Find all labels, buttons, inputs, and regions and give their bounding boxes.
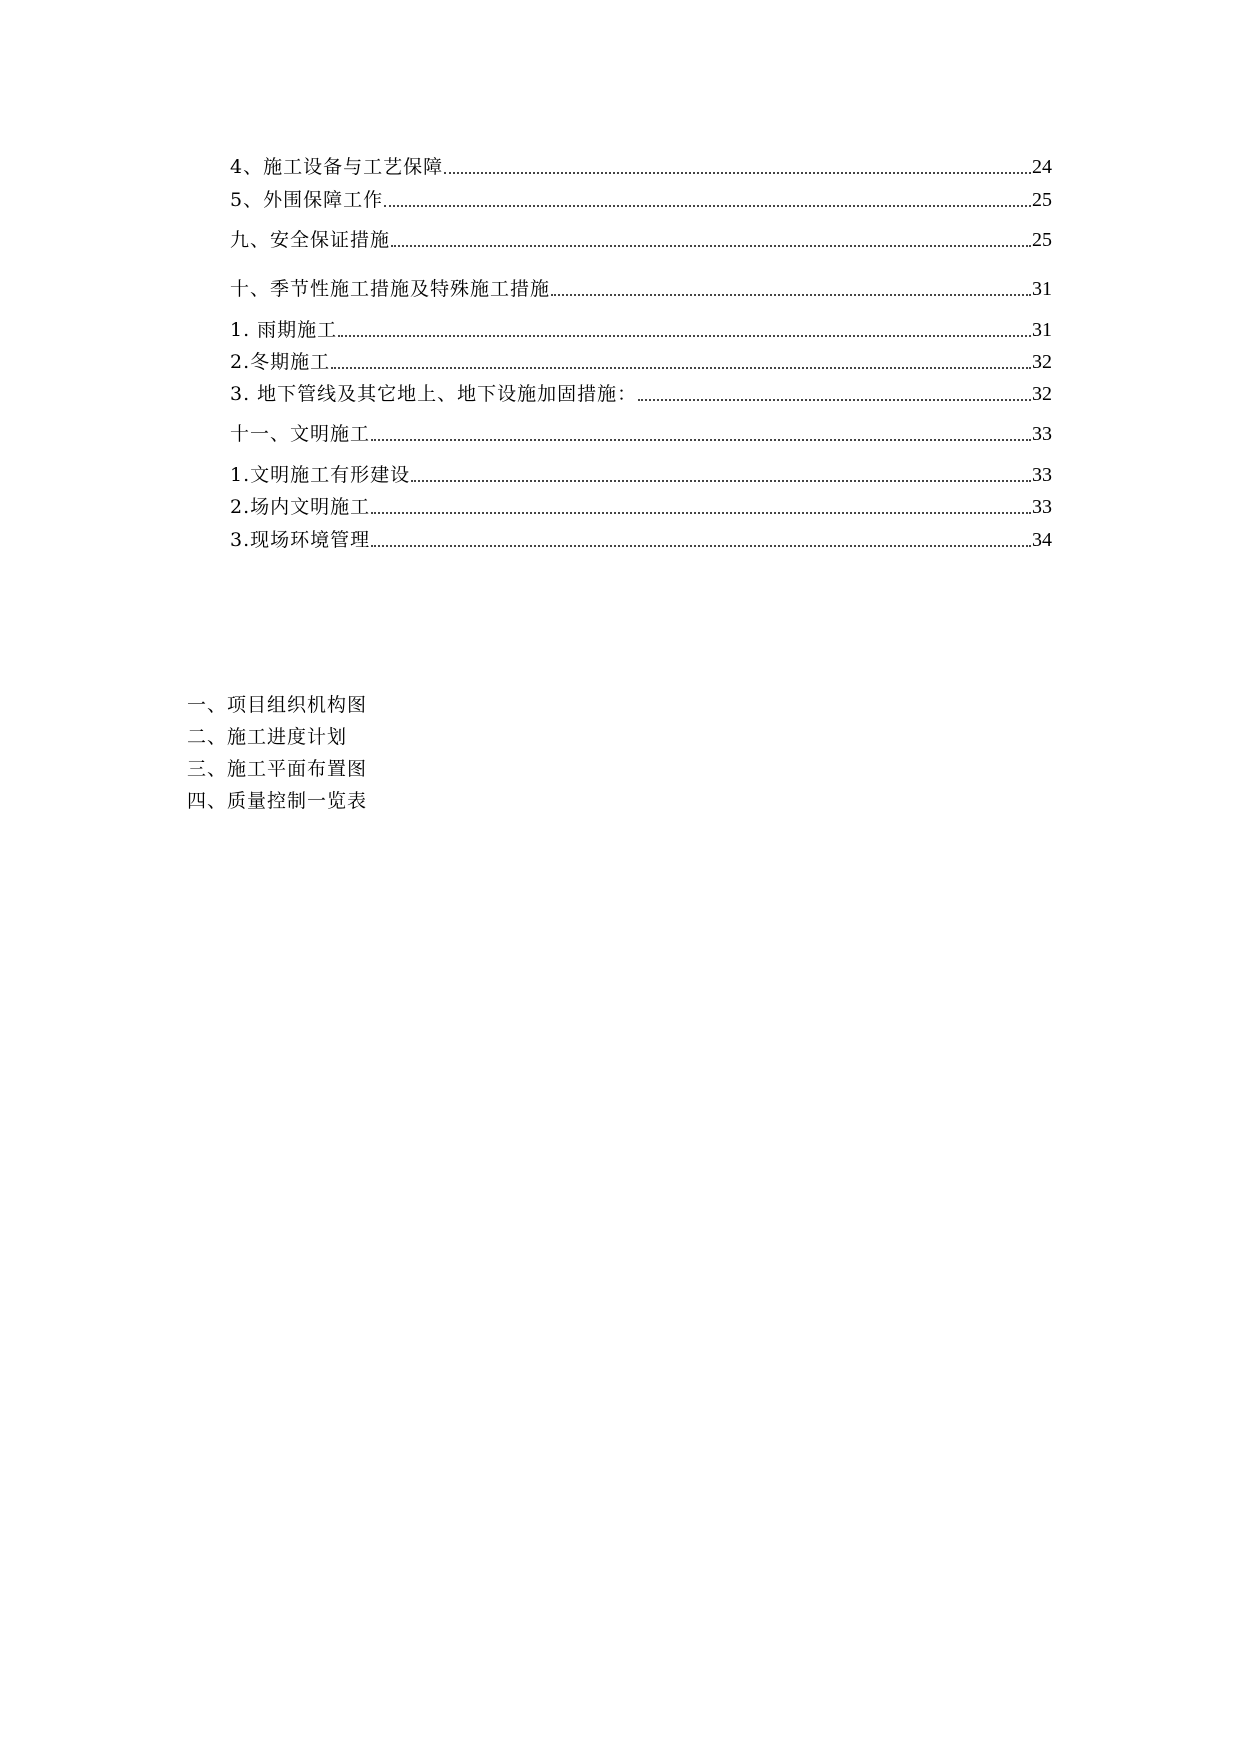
- toc-entry[interactable]: [230, 317, 1052, 343]
- toc-dot-leader: [371, 512, 1031, 514]
- toc-dot-leader: [411, 480, 1031, 482]
- toc-entry-page: 25: [1032, 229, 1052, 251]
- toc-entry[interactable]: [230, 381, 1052, 407]
- toc-dot-leader: [331, 367, 1031, 369]
- toc-entry[interactable]: [230, 494, 1052, 520]
- toc-entry-page: 34: [1032, 529, 1052, 551]
- toc-entry-page: 33: [1032, 496, 1052, 518]
- appendix-item: 二、施工进度计划: [187, 726, 348, 748]
- toc-entry[interactable]: [230, 187, 1052, 213]
- appendix-item: 三、施工平面布置图: [187, 758, 368, 780]
- toc-dot-leader: [384, 205, 1031, 207]
- toc-entry-title: 3. 地下管线及其它地上、地下设施加固措施：: [230, 383, 638, 405]
- toc-entry-page: 31: [1032, 278, 1052, 300]
- toc-entry[interactable]: [230, 527, 1052, 553]
- toc-dot-leader: [371, 439, 1031, 441]
- toc-entry-page: 25: [1032, 189, 1052, 211]
- toc-entry-title: 九、安全保证措施: [230, 229, 391, 251]
- toc-entry-title: 1. 雨期施工: [230, 319, 338, 341]
- toc-entry-page: 33: [1032, 464, 1052, 486]
- toc-dot-leader: [444, 172, 1031, 174]
- toc-entry-title: 3.现场环境管理: [230, 529, 371, 551]
- appendix-item: 四、质量控制一览表: [187, 790, 368, 812]
- toc-entry-page: 33: [1032, 423, 1052, 445]
- toc-entry-page: 32: [1032, 351, 1052, 373]
- toc-entry-title: 4、施工设备与工艺保障: [230, 156, 444, 178]
- toc-dot-leader: [551, 294, 1031, 296]
- toc-entry-title: 十一、文明施工: [230, 423, 371, 445]
- toc-entry-page: 24: [1032, 156, 1052, 178]
- toc-dot-leader: [371, 545, 1031, 547]
- toc-entry-title: 2.冬期施工: [230, 351, 331, 373]
- toc-dot-leader: [391, 245, 1031, 247]
- toc-dot-leader: [338, 335, 1031, 337]
- toc-dot-leader: [638, 399, 1031, 401]
- toc-entry[interactable]: [230, 227, 1052, 253]
- toc-entry-title: 2.场内文明施工: [230, 496, 371, 518]
- toc-entry-title: 十、季节性施工措施及特殊施工措施: [230, 278, 551, 300]
- toc-entry-page: 31: [1032, 319, 1052, 341]
- appendix-item: 一、项目组织机构图: [187, 694, 368, 716]
- toc-entry[interactable]: [230, 462, 1052, 488]
- toc-entry[interactable]: [230, 421, 1052, 447]
- toc-entry[interactable]: [230, 276, 1052, 302]
- toc-entry-title: 1.文明施工有形建设: [230, 464, 411, 486]
- toc-entry-page: 32: [1032, 383, 1052, 405]
- toc-entry-title: 5、外围保障工作: [230, 189, 384, 211]
- toc-entry[interactable]: [230, 349, 1052, 375]
- toc-entry[interactable]: [230, 154, 1052, 180]
